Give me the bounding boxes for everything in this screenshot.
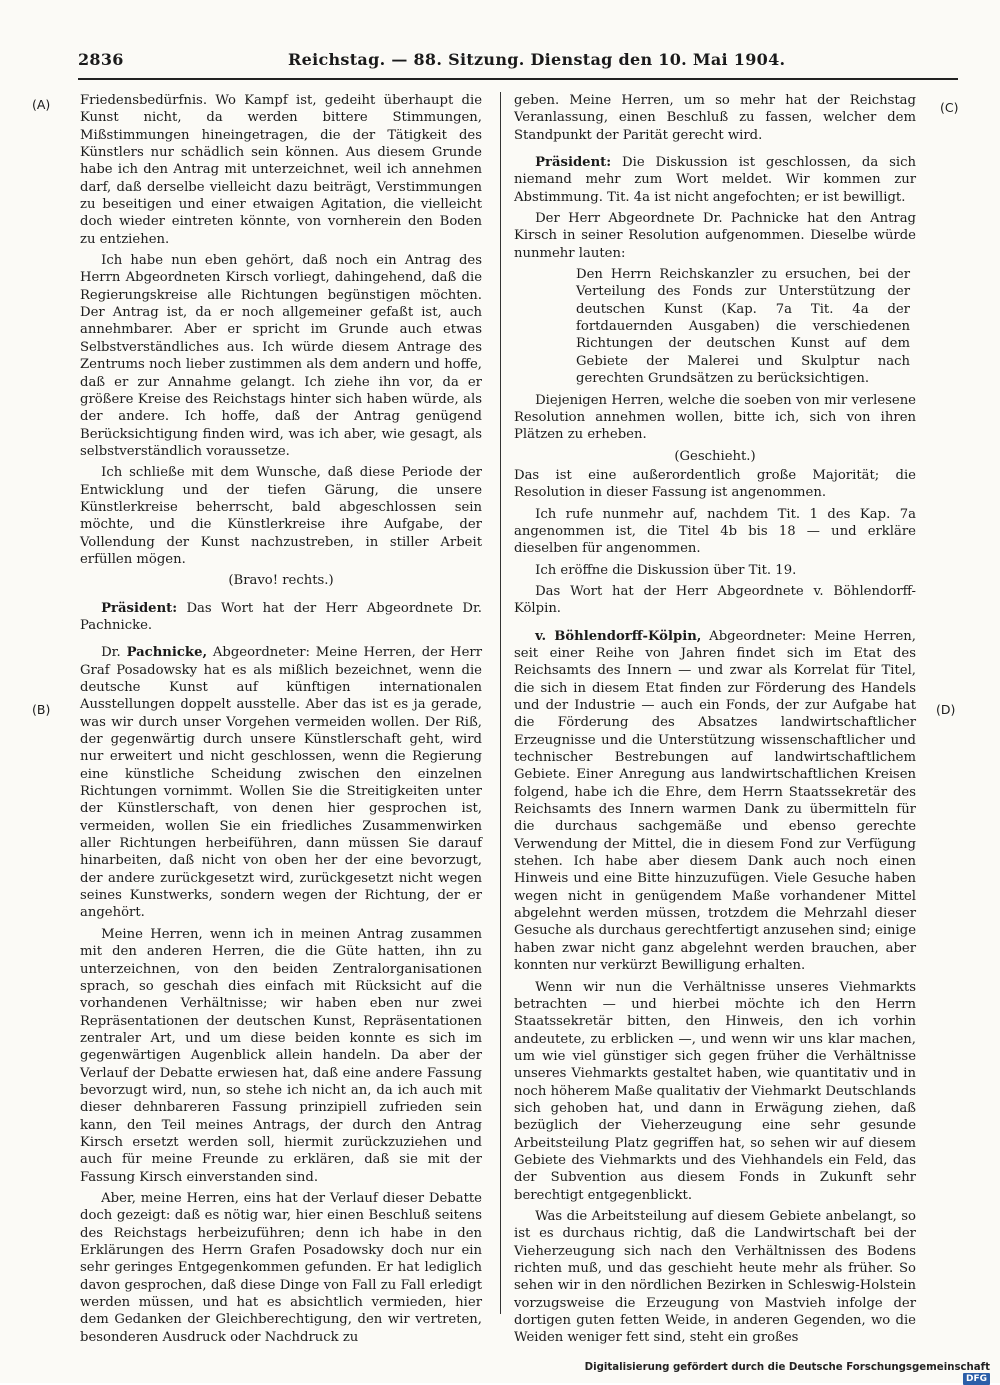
- paragraph: Der Herr Abgeordnete Dr. Pachnicke hat den Antrag Kirsch in seiner Resolution aufgenommen. Dieselbe würde nunmehr lauten:: [514, 211, 916, 261]
- paragraph: Friedensbedürfnis. Wo Kampf ist, gedeiht überhaupt die Kunst nicht, da werden bittere Stimmungen, Mißstimmungen hineingetragen, die der Tätigkeit des Künstlers nur schädlich sein können. Aus diesem Grunde habe ich den Antrag mit unterzeichnet, weil ich annehmen darf, daß derselbe vielleicht dazu beiträgt, Verstimmungen zu beseitigen und einer etwaigen Agitation, die vielleicht doch wieder eintreten könnte, von vornherein den Boden zu entziehen.: [80, 93, 482, 247]
- speaker-name: v. Böhlendorff-Kölpin,: [535, 628, 702, 644]
- speaker-paragraph: [514, 628, 916, 975]
- running-title: Reichstag. — 88. Sitzung. Dienstag den 10. Mai 1904.: [288, 50, 786, 69]
- paragraph: Aber, meine Herren, eins hat der Verlauf dieser Debatte doch gezeigt: daß es nötig war, hier einen Beschluß seitens des Reichstags herbeizuführen; denn ich habe in den Erklärungen des Herrn Grafen Posadowsky doch nur ein sehr geringes Entgegenkommen gefunden. Er hat lediglich davon gesprochen, daß diese Dinge von Fall zu Fall erledigt werden müssen, und hat es absichtlich vermieden, hier dem Gedanken der Gleichberechtigung, den wir vertreten, besonderen Ausdruck oder Nachdruck zu: [80, 1190, 482, 1345]
- right-column: [514, 92, 916, 1346]
- speech-text: Abgeordneter: Meine Herren, seit einer Reihe von Jahren findet sich im Etat des Reichsamts des Innern — und zwar als Korrelat für Titel, die sich in diesem Etat finden zur Förderung des Handels und der Industrie — auch ein Fonds, der zur Aufgabe hat die Förderung des Absatzes landwirtschaftlicher Erzeugnisse und die Unterstützung wissenschaftlicher und technischer Bestrebungen auf landwirtschaftlichem Gebiete. Einer Anregung aus landwirtschaftlichen Kreisen folgend, habe ich die Ehre, dem Herrn Staatssekretär des Reichsamts des Innern warmen Dank zu übermitteln für die durchaus sachgemäße und ebenso gerechte Verwendung der Mittel, die in diesem Fond zur Verfügung stehen. Ich habe aber diesem Dank auch noch einen Hinweis und eine Bitte hinzuzufügen. Viele Gesuche haben wegen nicht in genügendem Maße vorhandener Mittel abgelehnt werden müssen, trotzdem die Mehrzahl dieser Gesuche als durchaus gerechtfertigt anzusehen sind; einige haben zwar nicht ganz abgelehnt werden brauchen, aber konnten nur verkürzt Bewilligung erhalten.: [514, 628, 916, 974]
- page-number: 2836: [78, 50, 124, 69]
- page-header: [78, 46, 958, 76]
- paragraph: Diejenigen Herren, welche die soeben von mir verlesene Resolution annehmen wollen, bitte ich, sich von ihren Plätzen zu erheben.: [514, 392, 916, 443]
- paragraph: Meine Herren, wenn ich in meinen Antrag zusammen mit den anderen Herren, die die Güte hatten, ihn zu unterzeichnen, von den beiden Zentralorganisationen sprach, so geschah dies einfach mit Rücksicht auf die vorhandenen Verhältnisse; wir haben eben nur zwei Repräsentationen der deutschen Kunst, Repräsentationen zentraler Art, und um diese beiden konnte es sich im gegenwärtigen Augenblick allein handeln. Da aber der Verlauf der Debatte erwiesen hat, daß eine andere Fassung bevorzugt wird, nun, so stehe ich nicht an, da ich auch mit dieser dehnbareren Fassung prinzipiell zufrieden sein kann, den Teil meines Antrags, der durch den Antrag Kirsch ersetzt werden soll, hiermit zurückzuziehen und auch für meine Freunde zu erklären, daß sie mit der Fassung Kirsch einverstanden sind.: [80, 926, 482, 1185]
- dfg-logo: DFG: [963, 1373, 990, 1385]
- paragraph: Das Wort hat der Herr Abgeordnete v. Böhlendorff-Kölpin.: [514, 583, 916, 617]
- paragraph: Ich schließe mit dem Wunsche, daß diese Periode der Entwicklung und der tiefen Gärung, die unsere Künstlerkreise beherrscht, bald abgeschlossen sein möchte, und die Künstlerkreise ihre Aufgabe, der Vollendung der Kunst nachzustreben, in stiller Arbeit erfüllen mögen.: [80, 465, 482, 567]
- column-divider: [500, 92, 501, 1314]
- paragraph: geben. Meine Herren, um so mehr hat der Reichstag Veranlassung, einen Beschluß zu fassen, welcher dem Standpunkt der Parität gerecht wird.: [514, 93, 916, 143]
- speech-text: Die Diskussion ist geschlossen, da sich niemand mehr zum Wort meldet. Wir kommen zur Abstimmung. Tit. 4a ist nicht angefochten; er ist bewilligt.: [514, 155, 916, 205]
- action-note: (Geschieht.): [674, 448, 756, 464]
- paragraph: Ich eröffne die Diskussion über Tit. 19.: [535, 562, 797, 578]
- speaker-paragraph: [514, 154, 916, 206]
- header-rule: [78, 78, 958, 80]
- footer-text: Digitalisierung gefördert durch die Deutsche Forschungsgemeinschaft: [584, 1362, 990, 1373]
- speech-text: Abgeordneter: Meine Herren, der Herr Graf Posadowsky hat es als mißlich bezeichnet, wenn die deutsche Kunst auf künftigen internationalen Ausstellungen doppelt ausstelle. Aber das ist es ja gerade, was wir durch unser Vorgehen vermeiden wollen. Der Riß, der gegenwärtig durch unsere Künstlerschaft geht, wird nur erweitert und nicht geschlossen, wenn die Regierung eine künstliche Scheidung zwischen den einzelnen Richtungen vornimmt. Wollen Sie die Streitigkeiten unter der Künstlerschaft, von denen hier gesprochen ist, vermeiden, wollen Sie ein friedliches Zusammenwirken aller Richtungen herbeiführen, dann müssen Sie darauf hinarbeiten, daß nicht von oben her der eine bevorzugt, der andere zurückgesetzt wird, zurückgesetzt nicht wegen seines Kunstwerks, sondern wegen der Richtung, der er angehört.: [80, 645, 482, 921]
- speaker-name: Pachnicke,: [126, 645, 208, 661]
- paragraph: Wenn wir nun die Verhältnisse unseres Viehmarkts betrachten — und hierbei möchte ich den Herrn Staatssekretär bitten, den Hinweis, den ich vorhin andeutete, zu erblicken —, und wenn wir uns klar machen, um wie viel günstiger sich gegen früher die Verhältnisse unseres Viehmarkts gestaltet haben, wie quantitativ und in noch höherem Maße qualitativ der Viehmarkt Deutschlands sich gehoben hat, und dann in Erwägung ziehen, daß bezüglich der Vieherzeugung eine sehr gesunde Arbeitsteilung Platz gegriffen hat, so sehen wir auf diesem Gebiete des Viehmarkts und des Viehhandels ein Feld, das der Subvention aus diesem Fonds in Zukunft sehr berechtigt entgegenblickt.: [514, 979, 916, 1203]
- speaker-name: Präsident:: [535, 155, 612, 171]
- speaker-name: Präsident:: [101, 600, 178, 616]
- speaker-prefix: Dr.: [101, 645, 127, 661]
- paragraph: Was die Arbeitsteilung auf diesem Gebiete anbelangt, so ist es durchaus richtig, daß die Landwirtschaft bei der Vieherzeugung sich nach den Verhältnissen des Bodens richten muß, und das geschieht heute mehr als früher. So sehen wir in den nördlichen Bezirken in Schleswig-Holstein vorzugsweise die Erzeugung von Mastvieh infolge der dortigen guten fetten Weide, in anderen Gegenden, wo die Weiden weniger fett sind, steht ein großes: [514, 1208, 916, 1346]
- margin-marker-a: (A): [32, 97, 51, 112]
- speech-text: Das Wort hat der Herr Abgeordnete Dr. Pachnicke.: [80, 600, 482, 633]
- paragraph: Das ist eine außerordentlich große Majorität; die Resolution in dieser Fassung ist angenommen.: [514, 467, 916, 501]
- margin-marker-d: (D): [936, 702, 956, 717]
- paragraph: Ich habe nun eben gehört, daß noch ein Antrag des Herrn Abgeordneten Kirsch vorliegt, dahingehend, daß die Regierungskreise alle Richtungen begünstigen möchten. Der Antrag ist, da er noch allgemeiner gefaßt ist, auch annehmbarer. Aber er spricht im Grunde auch etwas Selbstverständliches aus. Ich würde diesem Antrage des Zentrums noch lieber zustimmen als dem andern und hoffe, daß er zur Annahme gelangt. Ich ziehe ihn vor, da er größere Kreise des Reichstags hinter sich haben würde, als der andere. Ich hoffe, daß der Antrag genügend Berücksichtigung finden wird, was ich aber, wie gesagt, als selbstverständlich voraussetze.: [80, 253, 482, 459]
- paragraph: Ich rufe nunmehr auf, nachdem Tit. 1 des Kap. 7a angenommen ist, die Titel 4b bis 18 — und erkläre dieselben für angenommen.: [514, 506, 916, 557]
- left-column: [80, 92, 482, 1345]
- speaker-paragraph: [80, 644, 482, 922]
- margin-marker-c: (C): [940, 100, 959, 115]
- digitization-footer: [580, 1362, 990, 1384]
- applause-note: (Bravo! rechts.): [228, 573, 334, 589]
- speaker-paragraph: [80, 600, 482, 635]
- margin-marker-b: (B): [32, 702, 51, 717]
- resolution-quote: Den Herrn Reichskanzler zu ersuchen, bei der Verteilung des Fonds zur Unterstützung der deutschen Kunst (Kap. 7a Tit. 4a der fortdauernden Ausgaben) die verschiedenen Richtungen der deutschen Kunst auf dem Gebiete der Malerei und Skulptur nach gerechten Grundsätzen zu berücksichtigen.: [576, 267, 910, 387]
